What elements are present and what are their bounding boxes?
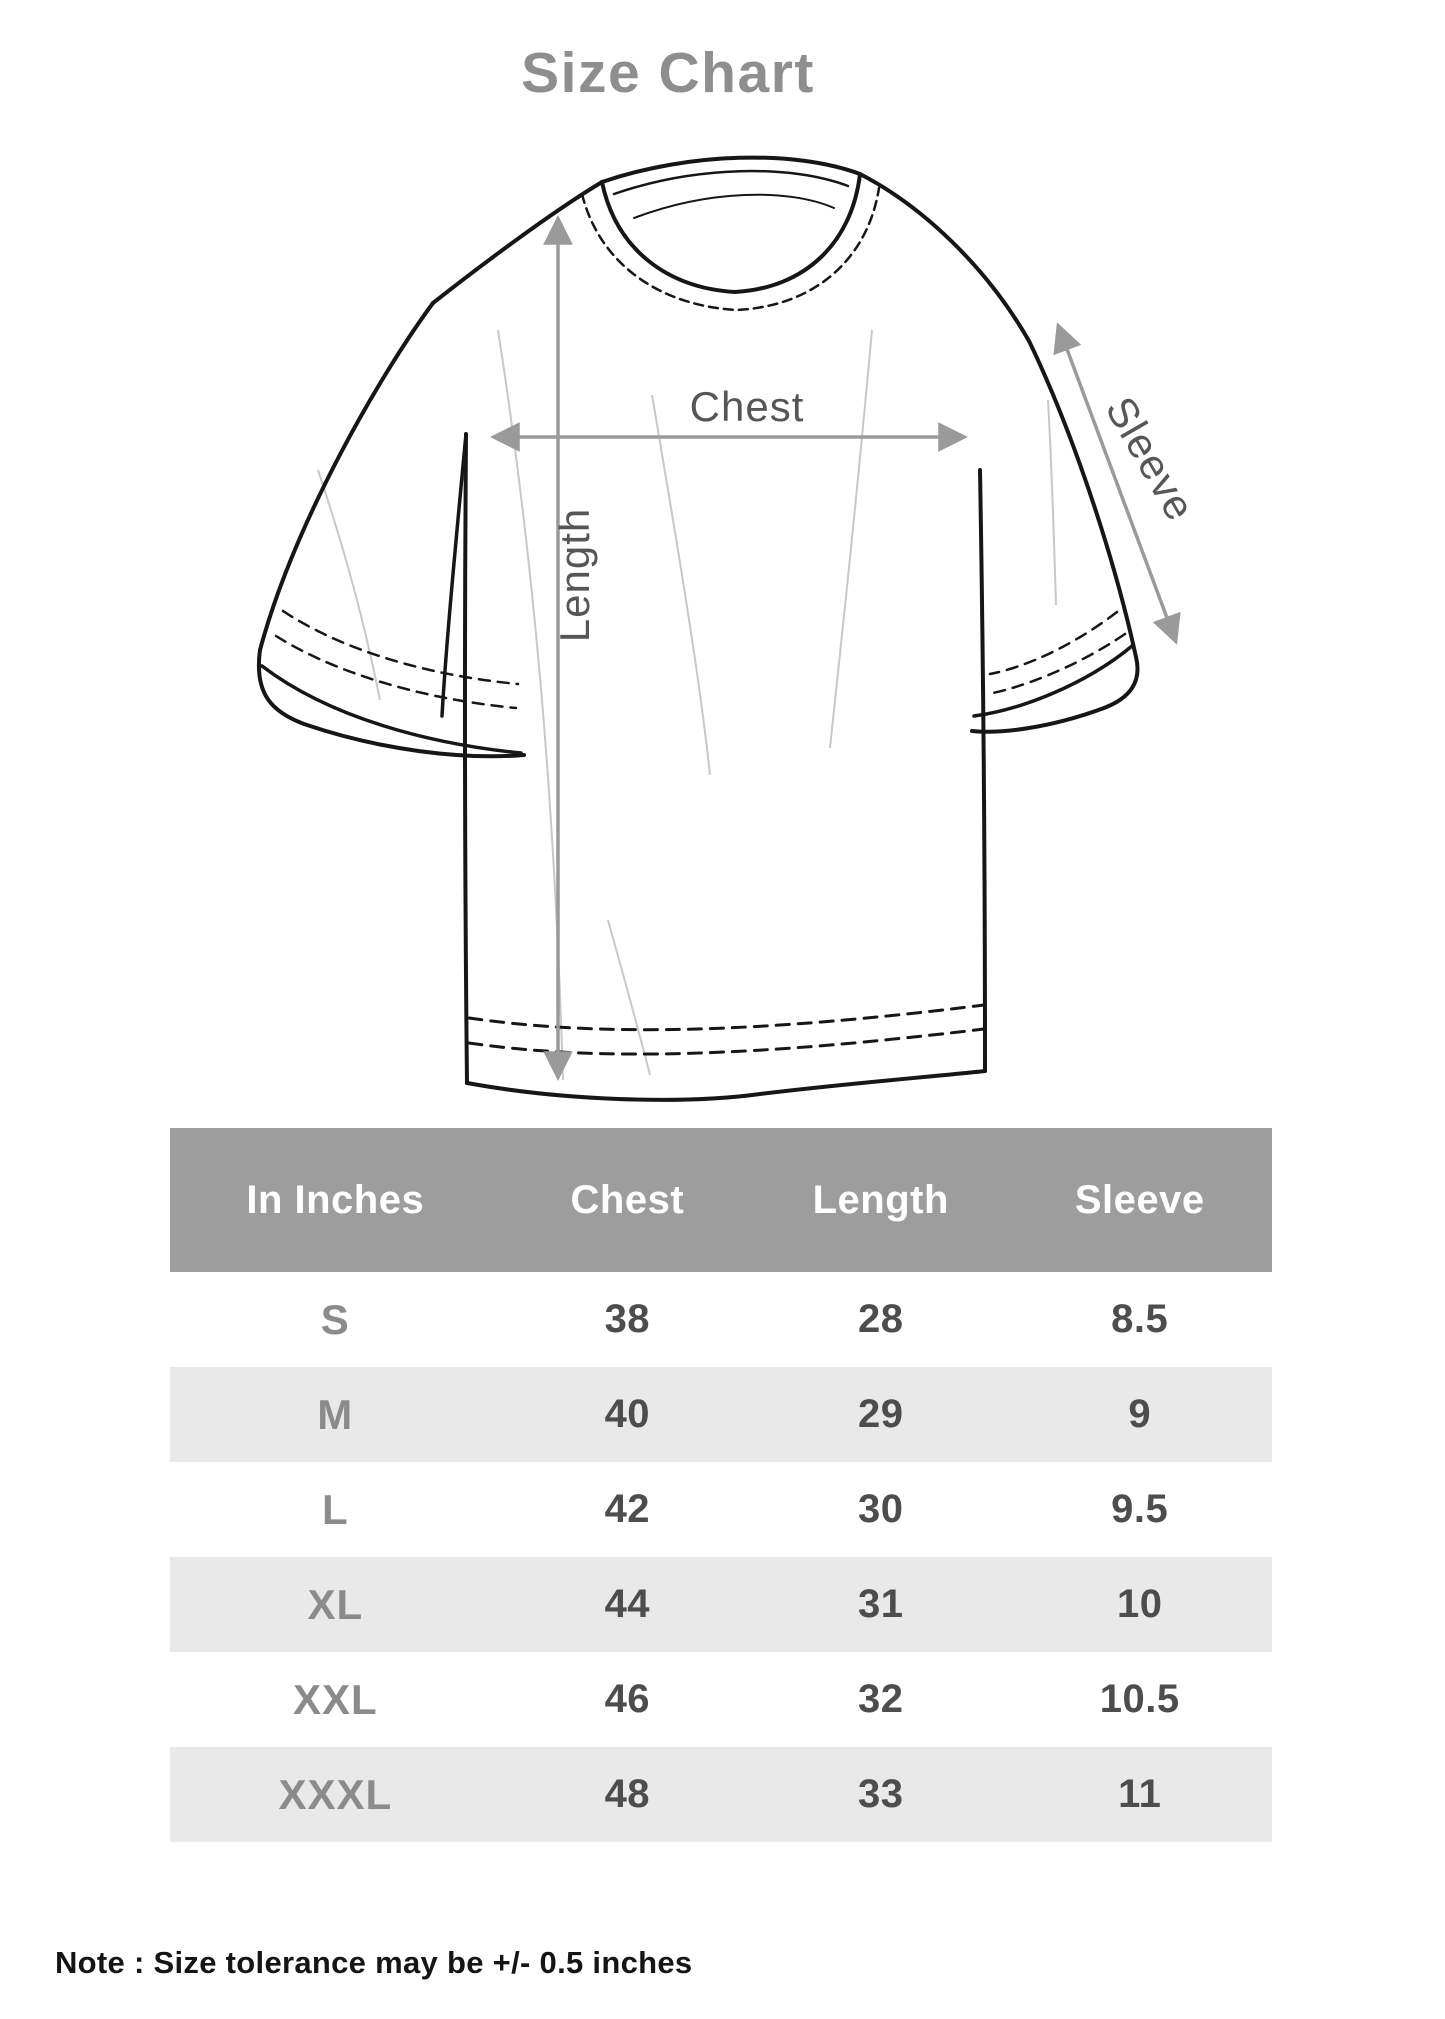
length-label: Length [551, 507, 598, 643]
table-row-l [170, 1462, 1272, 1557]
sleeve-value: 9.5 [1111, 1487, 1169, 1531]
header-chest: Chest [570, 1177, 685, 1222]
table-row-xxl [170, 1652, 1272, 1747]
table-row-m [170, 1367, 1272, 1462]
size-label: L [321, 1485, 349, 1533]
sleeve-value: 9 [1128, 1392, 1152, 1436]
sleeve-value: 10.5 [1099, 1677, 1180, 1721]
size-label: S [320, 1295, 350, 1343]
size-table-header-row [170, 1128, 1272, 1272]
table-row-xxxl [170, 1747, 1272, 1842]
sleeve-label: Sleeve [1096, 388, 1205, 529]
header-unit: In Inches [246, 1177, 425, 1222]
length-value: 31 [858, 1582, 904, 1626]
chest-value: 46 [604, 1677, 651, 1721]
header-length: Length [812, 1177, 949, 1222]
size-label: M [317, 1390, 354, 1438]
table-row-xl [170, 1557, 1272, 1652]
size-label: XXL [292, 1675, 378, 1723]
header-sleeve: Sleeve [1074, 1177, 1205, 1222]
chest-value: 48 [604, 1772, 651, 1816]
chest-value: 40 [604, 1392, 651, 1436]
sleeve-value: 10 [1116, 1582, 1163, 1626]
size-tolerance-note: Note : Size tolerance may be +/- 0.5 inches [55, 1945, 693, 1980]
size-label: XL [307, 1580, 364, 1628]
tshirt-body-fill [259, 158, 1138, 1097]
size-table [170, 1128, 1272, 1842]
chest-value: 38 [604, 1297, 651, 1341]
page-title: Size Chart [521, 41, 815, 105]
chest-label: Chest [689, 383, 805, 430]
chest-value: 42 [604, 1487, 651, 1531]
length-value: 29 [858, 1392, 904, 1436]
table-row-s [170, 1272, 1272, 1367]
size-label: XXXL [278, 1770, 393, 1818]
chest-value: 44 [604, 1582, 651, 1626]
sleeve-value: 11 [1118, 1772, 1162, 1816]
length-value: 28 [858, 1297, 904, 1341]
sleeve-value: 8.5 [1111, 1297, 1169, 1341]
length-value: 33 [858, 1772, 904, 1816]
length-value: 30 [858, 1487, 904, 1531]
length-value: 32 [858, 1677, 904, 1721]
